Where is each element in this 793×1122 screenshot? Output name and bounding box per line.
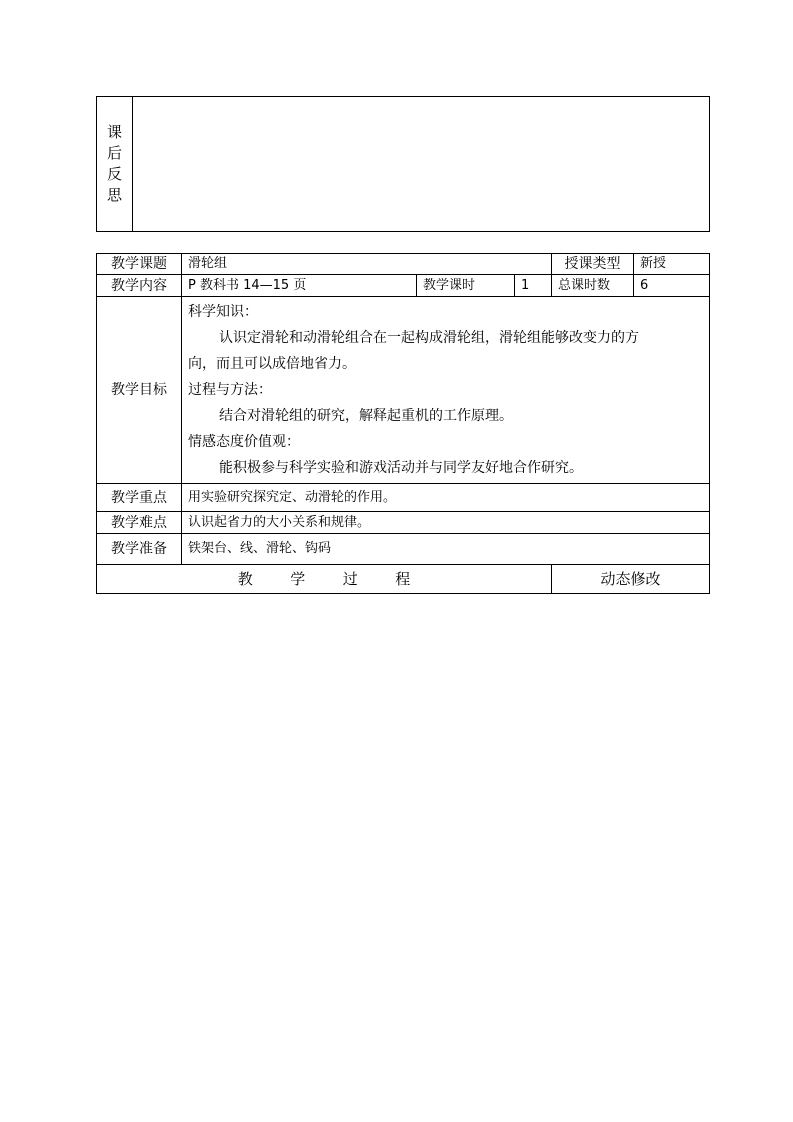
emotion-heading: 情感态度价值观： xyxy=(188,434,300,450)
reflection-label-char: 反 xyxy=(106,165,122,183)
process-title-text: 教 学 过 程 xyxy=(237,570,411,588)
reflection-content[interactable] xyxy=(133,97,710,232)
process-heading: 过程与方法： xyxy=(188,382,272,398)
process-title xyxy=(97,565,552,594)
type-value: 新授 xyxy=(634,254,710,275)
prep-value: 铁架台、线、滑轮、钩码 xyxy=(182,534,710,565)
lesson-table xyxy=(96,253,710,594)
topic-value: 滑轮组 xyxy=(182,254,552,275)
reflection-table xyxy=(96,96,710,232)
reflection-label-char: 后 xyxy=(106,144,122,162)
revision-label: 动态修改 xyxy=(552,565,710,594)
total-label: 总课时数 xyxy=(552,275,634,297)
topic-label: 教学课题 xyxy=(97,254,182,275)
key-value: 用实验研究探究定、动滑轮的作用。 xyxy=(182,484,710,512)
emotion-text: 能积极参与科学实验和游戏活动并与同学友好地合作研究。 xyxy=(219,460,583,476)
reflection-label xyxy=(97,97,133,232)
process-text: 结合对滑轮组的研究，解释起重机的工作原理。 xyxy=(219,408,513,424)
prep-label: 教学准备 xyxy=(97,534,182,565)
difficulty-label: 教学难点 xyxy=(97,512,182,534)
type-label: 授课类型 xyxy=(552,254,634,275)
total-value: 6 xyxy=(634,275,710,297)
reflection-label-char: 课 xyxy=(106,123,122,141)
hours-value: 1 xyxy=(515,275,552,297)
objectives-content xyxy=(182,297,710,484)
hours-label: 教学课时 xyxy=(417,275,515,297)
objectives-label: 教学目标 xyxy=(97,297,182,484)
difficulty-value: 认识起省力的大小关系和规律。 xyxy=(182,512,710,534)
content-value: P 教科书 14—15 页 xyxy=(182,275,417,297)
content-label: 教学内容 xyxy=(97,275,182,297)
reflection-label-char: 思 xyxy=(106,186,122,204)
key-label: 教学重点 xyxy=(97,484,182,512)
knowledge-heading: 科学知识： xyxy=(188,304,258,320)
knowledge-text-line1: 认识定滑轮和动滑轮组合在一起构成滑轮组，滑轮组能够改变力的方 xyxy=(219,330,639,346)
knowledge-text-line2: 向，而且可以成倍地省力。 xyxy=(188,356,356,372)
